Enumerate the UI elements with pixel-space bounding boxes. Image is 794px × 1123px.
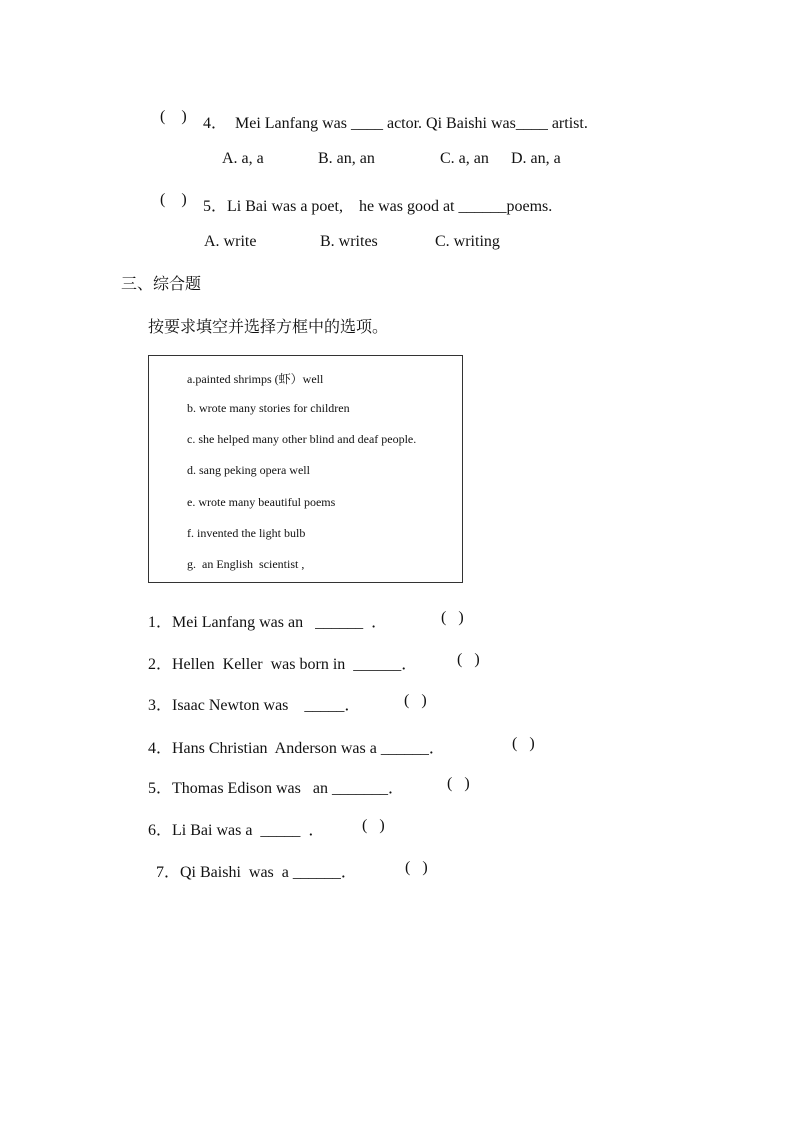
- option-box: [148, 355, 463, 583]
- fill-question: 6．Li Bai was a _____ ．: [148, 822, 325, 839]
- box-option: e. wrote many beautiful poems: [187, 495, 336, 509]
- box-option: g. an English scientist ,: [187, 557, 305, 571]
- mc-option[interactable]: C. a, an: [440, 150, 489, 167]
- fill-answer-paren[interactable]: ( ): [512, 735, 535, 752]
- box-option: b. wrote many stories for children: [187, 401, 350, 415]
- fill-answer-paren[interactable]: ( ): [457, 651, 480, 668]
- box-option: d. sang peking opera well: [187, 463, 310, 477]
- mc-question-stem: 5．Li Bai was a poet, he was good at ______poems.: [203, 198, 553, 215]
- mc-option[interactable]: D. an, a: [511, 150, 561, 167]
- mc-option[interactable]: B. writes: [320, 233, 378, 250]
- mc-answer-paren[interactable]: ( ): [160, 191, 187, 208]
- fill-question: 2．Hellen Keller was born in ______．: [148, 656, 418, 673]
- section-instruction: 按要求填空并选择方框中的选项。: [148, 317, 389, 336]
- fill-question: 1．Mei Lanfang was an ______ ．: [148, 614, 388, 631]
- mc-option[interactable]: A. a, a: [222, 150, 264, 167]
- box-option: c. she helped many other blind and deaf people.: [187, 432, 417, 446]
- mc-question-stem: 4． Mei Lanfang was ____ actor. Qi Baishi was____ artist.: [203, 115, 588, 132]
- fill-answer-paren[interactable]: ( ): [404, 692, 427, 709]
- mc-option[interactable]: B. an, an: [318, 150, 375, 167]
- fill-answer-paren[interactable]: ( ): [447, 775, 470, 792]
- fill-answer-paren[interactable]: ( ): [362, 817, 385, 834]
- fill-question: 7．Qi Baishi was a ______．: [156, 864, 357, 881]
- fill-answer-paren[interactable]: ( ): [405, 859, 428, 876]
- fill-question: 3．Isaac Newton was _____．: [148, 697, 361, 714]
- box-option: f. invented the light bulb: [187, 526, 306, 540]
- fill-question: 5．Thomas Edison was an _______．: [148, 780, 404, 797]
- fill-answer-paren[interactable]: ( ): [441, 609, 464, 626]
- box-option: a.painted shrimps (虾）well: [187, 372, 324, 386]
- mc-answer-paren[interactable]: ( ): [160, 108, 187, 125]
- mc-option[interactable]: C. writing: [435, 233, 500, 250]
- mc-option[interactable]: A. write: [204, 233, 257, 250]
- fill-question: 4．Hans Christian Anderson was a ______．: [148, 740, 445, 757]
- section-heading: 三、综合题: [121, 274, 202, 293]
